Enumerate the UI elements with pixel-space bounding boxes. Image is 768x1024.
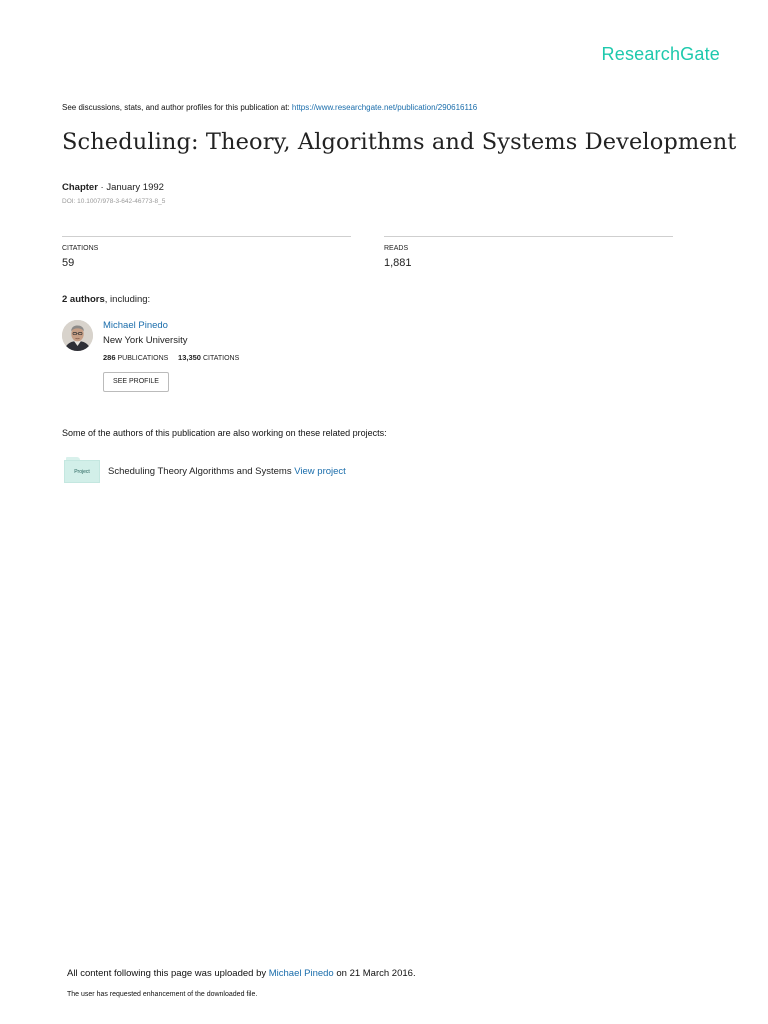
publication-meta (62, 182, 164, 193)
author-photo-icon (62, 320, 93, 351)
see-profile-button[interactable]: SEE PROFILE (103, 372, 169, 392)
author-institution: New York University (103, 335, 188, 346)
publication-title: Scheduling: Theory, Algorithms and Systems Development (62, 129, 737, 155)
authors-count-rest: , including: (104, 294, 151, 305)
see-discussions-line (62, 103, 477, 112)
citations-value: 59 (62, 257, 75, 269)
project-folder-icon (64, 457, 100, 483)
reads-value: 1,881 (384, 257, 412, 269)
view-project-link[interactable]: View project (294, 466, 346, 477)
author-citations-count: 13,350 (178, 353, 201, 362)
publication-type: Chapter (62, 182, 98, 193)
author-publications-count: 286 (103, 353, 116, 362)
meta-separator: · (97, 182, 107, 193)
related-projects-heading: Some of the authors of this publication are also working on these related projects: (62, 428, 387, 438)
uploader-link[interactable]: Michael Pinedo (268, 968, 334, 979)
uploaded-prefix: All content following this page was uploaded by (67, 968, 269, 979)
citations-label: CITATIONS (62, 245, 99, 252)
authors-count-bold: 2 authors (62, 294, 105, 305)
see-discussions-text: See discussions, stats, and author profiles for this publication at: (62, 103, 292, 112)
publication-doi: DOI: 10.1007/978-3-642-46773-8_5 (62, 198, 166, 205)
publication-url-link[interactable]: https://www.researchgate.net/publication/290616116 (291, 103, 478, 112)
brand-name: ResearchGate (601, 44, 720, 64)
authors-count (62, 294, 150, 305)
project-title: Scheduling Theory Algorithms and Systems (108, 466, 292, 477)
author-name-link[interactable] (103, 320, 168, 331)
author-avatar[interactable] (62, 320, 93, 351)
reads-divider (384, 236, 673, 237)
reads-label: READS (384, 245, 409, 252)
enhancement-note: The user has requested enhancement of the downloaded file. (67, 991, 258, 998)
author-publications-label: PUBLICATIONS (117, 355, 169, 362)
citations-divider (62, 236, 351, 237)
project-item (108, 466, 346, 477)
author-stats (103, 353, 239, 362)
author-name[interactable]: Michael Pinedo (103, 320, 168, 331)
uploaded-by-line (67, 968, 416, 979)
project-icon-label: Project (74, 469, 90, 475)
author-citations-label: CITATIONS (202, 355, 240, 362)
publication-date: January 1992 (106, 182, 164, 193)
uploaded-suffix: on 21 March 2016. (333, 968, 416, 979)
researchgate-logo[interactable] (602, 44, 720, 65)
